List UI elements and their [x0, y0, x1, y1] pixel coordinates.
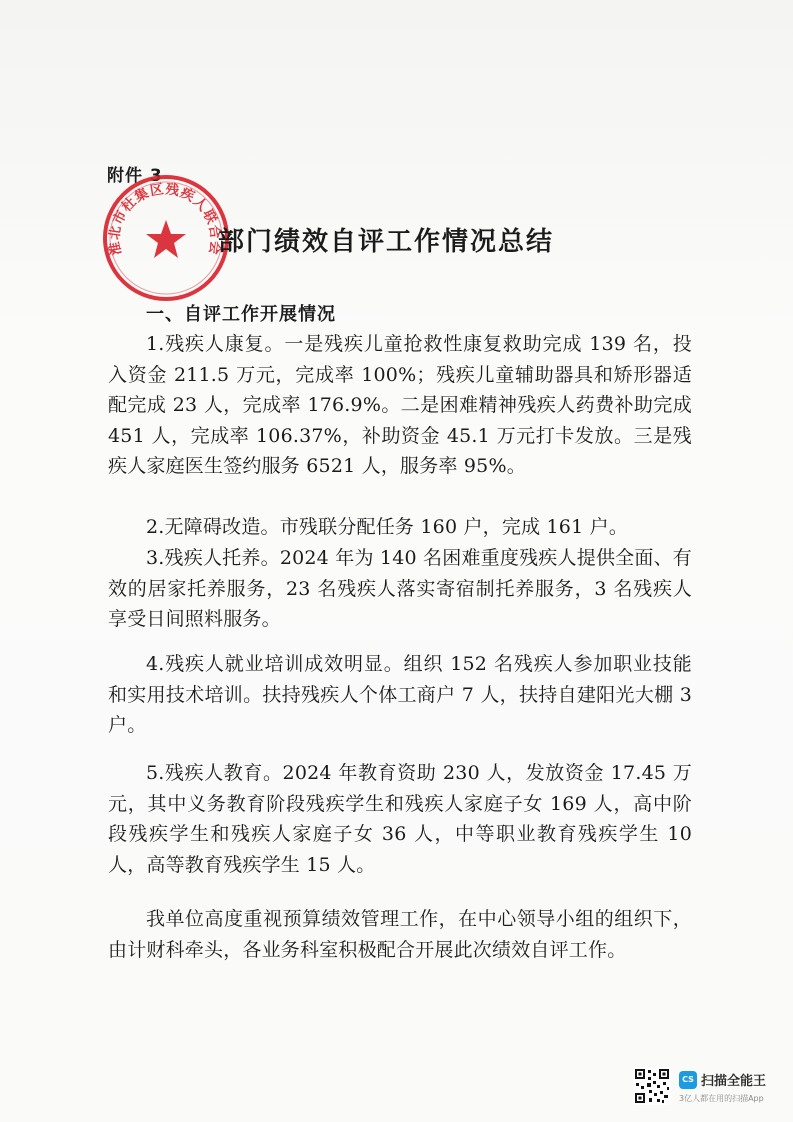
paragraph-employment-training: 4.残疾人就业培训成效明显。组织 152 名残疾人参加职业技能和实用技术培训。扶持残疾人个体工商户 7 人，扶持自建阳光大棚 3 户。 [108, 653, 692, 736]
attachment-label: 附件 3 [107, 166, 163, 186]
qr-code-icon [633, 1067, 671, 1105]
scanner-watermark [633, 1067, 783, 1111]
section-heading: 一、自评工作开展情况 [146, 304, 336, 325]
paragraph-accessibility: 2.无障碍改造。市残联分配任务 160 户，完成 161 户。 [146, 516, 629, 538]
document-title: 部门绩效自评工作情况总结 [218, 227, 555, 257]
scanner-tagline: 3亿人都在用的扫描App [679, 1094, 764, 1103]
scanner-brand: 扫描全能王 [701, 1074, 767, 1089]
paragraph-education: 5.残疾人教育。2024 年教育资助 230 人，发放资金 17.45 万元，其中义务教育阶段残疾学生和残疾人家庭子女 169 人，高中阶段残疾学生和残疾人家庭子女 36 人，中等职业教育残疾学生 10 人，高等教育残疾学生 15 人。 [108, 762, 692, 876]
official-seal-icon [100, 172, 232, 304]
svg-text:淮北市杜集区残疾人联合会: 淮北市杜集区残疾人联合会 [106, 181, 224, 257]
paragraph-rehabilitation: 1.残疾人康复。一是残疾儿童抢救性康复救助完成 139 名，投入资金 211.5 万元，完成率 100%；残疾儿童辅助器具和矫形器适配完成 23 人，完成率 176.9%。二是困难精神残疾人药费补助完成 451 人，完成率 106.37%，补助资金 45.1 万元打卡发放。三是残疾人家庭医生签约服务 6521 人，服务率 95%。 [108, 333, 692, 477]
camscanner-logo-icon: CS [679, 1071, 697, 1089]
paragraph-care: 3.残疾人托养。2024 年为 140 名困难重度残疾人提供全面、有效的居家托养服务，23 名残疾人落实寄宿制托养服务，3 名残疾人享受日间照料服务。 [108, 547, 692, 630]
paragraph-summary: 我单位高度重视预算绩效管理工作，在中心领导小组的组织下，由计财科牵头，各业务科室积极配合开展此次绩效自评工作。 [108, 908, 692, 961]
